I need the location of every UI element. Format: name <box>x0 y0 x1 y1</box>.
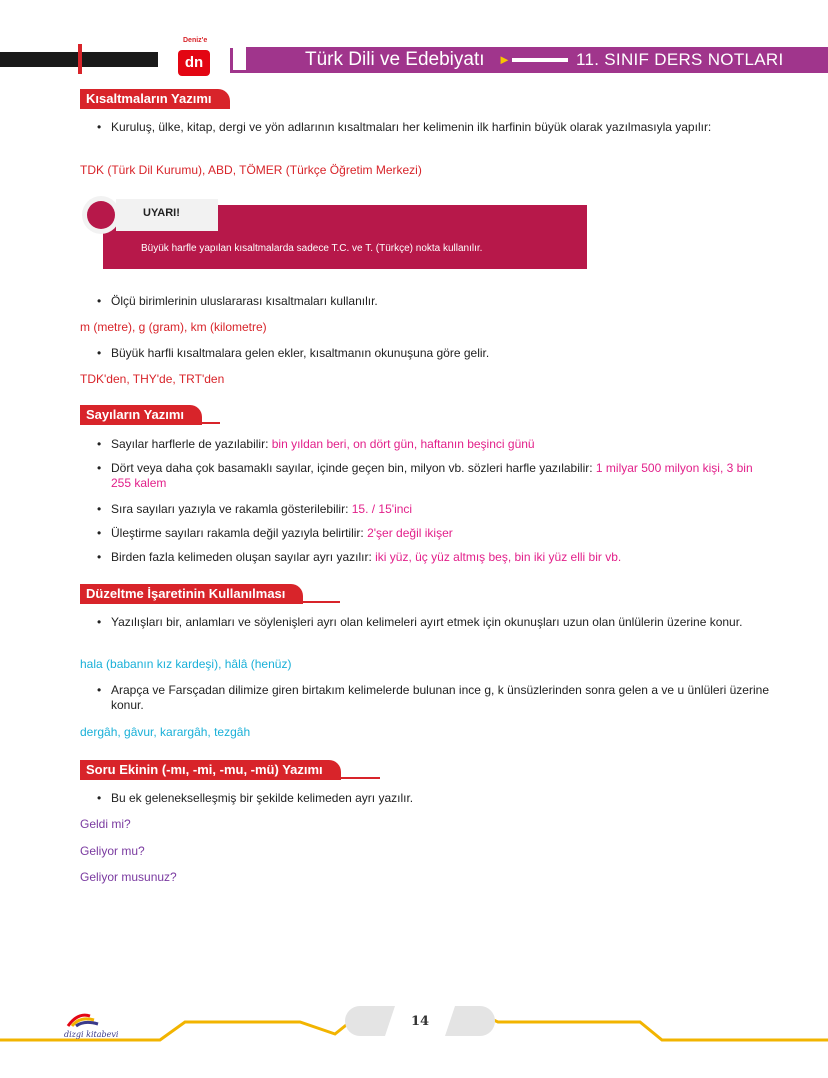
example-text: m (metre), g (gram), km (kilometre) <box>80 320 267 334</box>
arrow-right-icon: ► <box>498 52 511 67</box>
bullet-example: bin yıldan beri, on dört gün, haftanın beşinci günü <box>271 437 535 451</box>
list-item <box>97 683 769 712</box>
header-title: Türk Dili ve Edebiyatı <box>305 49 485 70</box>
list-item <box>97 346 769 361</box>
bullet-text: Arapça ve Farsçadan dilimize giren birtakım kelimelerde bulunan ince g, k ünsüzlerinden sonra gelen a ve u ünlüleri üzerine konur. <box>111 683 769 712</box>
header-subtitle: 11. SINIF DERS NOTLARI <box>576 50 784 69</box>
example-text: TDK'den, THY'de, TRT'den <box>80 372 225 386</box>
bullet-example: 1 milyar 500 milyon kişi, 3 bin 255 kalem <box>111 461 753 490</box>
logo: dn <box>178 50 210 76</box>
list-item <box>97 791 769 806</box>
bullet-text: Bu ek gelenekselleşmiş bir şekilde kelimeden ayrı yazılır. <box>111 791 414 805</box>
footer-decoration <box>0 1000 828 1060</box>
logo-top-text: Deniz'e <box>183 37 208 44</box>
bullet-text: Ölçü birimlerinin uluslararası kısaltmaları kullanılır. <box>111 294 378 308</box>
bullet-icon: • <box>97 120 102 134</box>
bullet-text: Dört veya daha çok basamaklı sayılar, içinde geçen bin, milyon vb. sözleri harfle yazılabilir: <box>111 461 596 475</box>
warning-text: Büyük harfle yapılan kısaltmalarda sadece T.C. ve T. (Türkçe) nokta kullanılır. <box>141 243 483 254</box>
section-heading-sayilar: Sayıların Yazımı <box>80 405 202 425</box>
bullet-icon: • <box>97 526 102 540</box>
bullet-icon: • <box>97 461 102 475</box>
publisher-logo-icon <box>64 1006 104 1030</box>
bullet-text: Üleştirme sayıları rakamla değil yazıyla belirtilir: <box>111 526 368 540</box>
section-heading-kisaltma: Kısaltmaların Yazımı <box>80 89 230 109</box>
bullet-icon: • <box>97 791 102 805</box>
list-item <box>97 550 769 565</box>
bullet-icon: • <box>97 683 102 697</box>
bullet-icon: • <box>97 346 102 360</box>
example-text: dergâh, gâvur, karargâh, tezgâh <box>80 725 251 739</box>
bullet-icon: • <box>97 294 102 308</box>
publisher-name: dizgi kitabevi <box>64 1030 119 1039</box>
list-item <box>97 502 769 517</box>
bullet-text: Kuruluş, ülke, kitap, dergi ve yön adlarının kısaltmaları her kelimenin ilk harfinin büyük olarak yazılmasıyla yapılır: <box>111 120 712 134</box>
bullet-text: Birden fazla kelimeden oluşan sayılar ayrı yazılır: <box>111 550 376 564</box>
bullet-example: 2'şer değil ikişer <box>367 526 453 540</box>
list-item <box>97 615 769 630</box>
header-white-bar <box>512 58 568 62</box>
list-item <box>97 526 769 541</box>
list-item <box>97 120 769 135</box>
bullet-example: iki yüz, üç yüz altmış beş, bin iki yüz elli bir vb. <box>375 550 622 564</box>
section-heading-duzeltme: Düzeltme İşaretinin Kullanılması <box>80 584 303 604</box>
example-text: Geliyor mu? <box>80 844 145 858</box>
bullet-icon: • <box>97 502 102 516</box>
list-item <box>97 461 769 490</box>
header-red-tick <box>78 44 82 74</box>
section-heading-soru: Soru Ekinin (-mı, -mi, -mu, -mü) Yazımı <box>80 760 341 780</box>
bullet-example: 15. / 15'inci <box>351 502 413 516</box>
list-item <box>97 437 769 452</box>
header-hook-decoration <box>230 48 263 73</box>
warning-title: UYARI! <box>143 207 180 219</box>
bullet-icon: • <box>97 550 102 564</box>
list-item <box>97 294 769 309</box>
bullet-icon: • <box>97 437 102 451</box>
example-text: TDK (Türk Dil Kurumu), ABD, TÖMER (Türkçe Öğretim Merkezi) <box>80 163 422 177</box>
warning-circle-inner <box>87 201 115 229</box>
bullet-text: Büyük harfli kısaltmalara gelen ekler, kısaltmanın okunuşuna göre gelir. <box>111 346 490 360</box>
bullet-text: Sıra sayıları yazıyla ve rakamla gösterilebilir: <box>111 502 352 516</box>
example-text: hala (babanın kız kardeşi), hâlâ (henüz) <box>80 657 292 671</box>
bullet-text: Sayılar harflerle de yazılabilir: <box>111 437 272 451</box>
example-text: Geliyor musunuz? <box>80 870 177 884</box>
bullet-text: Yazılışları bir, anlamları ve söylenişleri ayrı olan kelimeleri ayırt etmek için okunuşları uzun olan ünlülerin üzerine konur. <box>111 615 743 629</box>
bullet-icon: • <box>97 615 102 629</box>
example-text: Geldi mi? <box>80 817 131 831</box>
page-number: 14 <box>410 1014 430 1029</box>
